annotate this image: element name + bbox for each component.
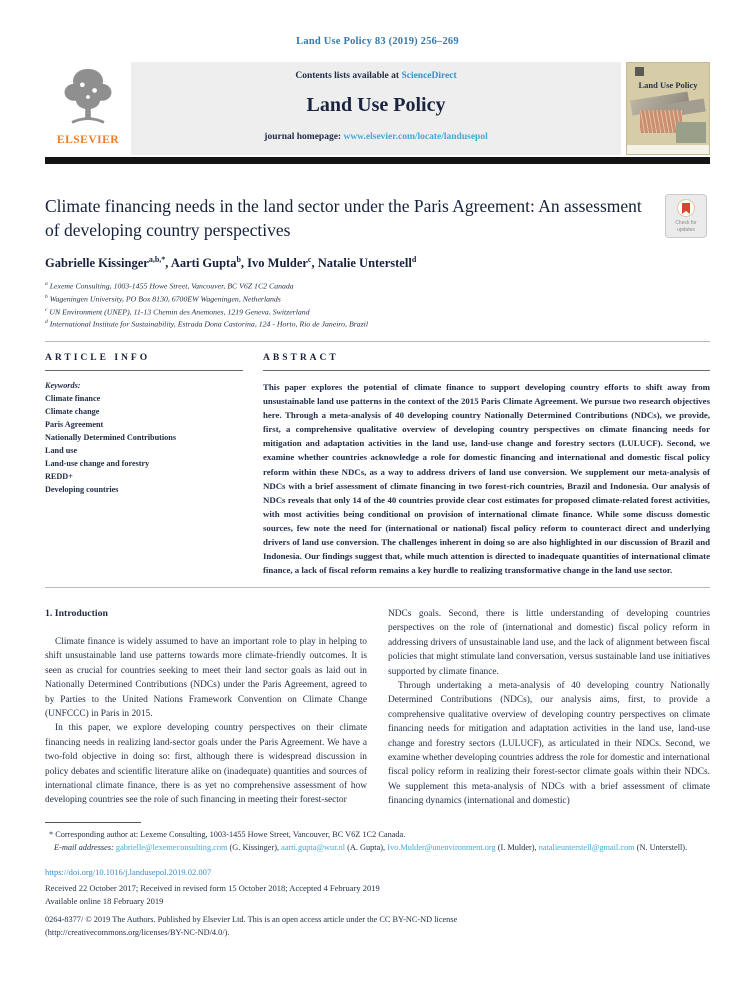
body-column-left xyxy=(45,607,367,808)
footnote-block xyxy=(45,822,710,855)
badge-label: Check for updates xyxy=(675,220,697,233)
keyword-item: Paris Agreement xyxy=(45,419,104,429)
abstract-text: This paper explores the potential of climate finance to support developing country efforts to shift away from unsustainable land use patterns in the context of the 2015 Paris Climate Agreement. We pursue two research objectives here. Through a meta-analysis of 40 developing country Nationally Determined Contributions (NDCs), we provide, first, a comprehensive qualitative overview of developing country perspectives on climate financing needs for mitigation and adaptation activities in the land use, land-use change and forestry sectors (LULUCF). Second, we examine whether countries acknowledge a role for domestic financing and international and domestic fiscal policy reform within these NDCs, as a way to address drivers of land use conversion. We supplement our meta-analysis of NDCs with a brief assessment of climate financing in two forest-rich countries, Brazil and Indonesia. Our analysis of NDCs reveals that only 14 of the 40 countries provide clear cost estimates for proposed climate-related forest activities, with most activities being conditional on provision of international climate finance. While some discuss domestic sources, few note the need for (international or national) fiscal policy reform to counteract direct and underlying drivers of land use conversion. The challenges inherent in doing so are also highlighted in our discussion of Brazil and Indonesia. Our findings suggest that, while much attention is directed to inadequate quantities of international climate finance, a lack of fiscal reform remains a key hurdle to realizing transformative change in the land use sector. xyxy=(263,382,710,575)
journal-ref: Land Use Policy 83 (2019) 256–269 xyxy=(296,36,459,47)
contents-line xyxy=(131,71,621,81)
article-info-heading: ARTICLE INFO xyxy=(45,353,243,371)
email-link[interactable]: aarti.gupta@wur.nl xyxy=(281,843,346,853)
elsevier-tree-icon xyxy=(59,66,117,133)
copyright-line-1: 0264-8377/ © 2019 The Authors. Published by Elsevier Ltd. This is an open access article under the CC BY-NC-ND license xyxy=(45,915,458,925)
article-title: Climate financing needs in the land sector under the Paris Agreement: An assessment of developing country perspectives xyxy=(45,196,642,241)
corresponding-author-note: * Corresponding author at: Lexeme Consulting, 1003-1455 Howe Street, Vancouver, BC V6Z 1C2 Canada. xyxy=(49,830,406,840)
homepage-label: journal homepage: xyxy=(264,132,344,142)
intro-paragraph: Climate finance is widely assumed to have an important role to play in helping to shift unsustainable land use patterns towards more climate-friendly outcomes. It is seen as crucial for countries seeking to meet their land sector goals as laid out in Nationally Determined Contributions (NDCs) under the Paris Agreement, agreed to by Parties to the United Nations Framework Convention on Climate Change (UNFCCC) in Paris in 2015. xyxy=(45,636,367,719)
email-attribution: (A. Gupta), xyxy=(345,843,388,853)
bookmark-icon xyxy=(677,199,695,217)
email-link[interactable]: gabrielle@lexemeconsulting.com xyxy=(115,843,228,853)
affiliation: $^a$ Lexeme Consulting, 1003-1455 Howe Street, Vancouver, BC V6Z 1C2 Canada xyxy=(45,281,294,292)
homepage-line xyxy=(131,132,621,142)
author: Natalie Unterstell$^d$ xyxy=(317,255,417,271)
authors-line xyxy=(45,255,710,271)
journal-cover-thumbnail xyxy=(626,62,710,155)
copyright-line-2: (http://creativecommons.org/licenses/BY-NC-ND/4.0/). xyxy=(45,927,230,937)
keyword-item: Nationally Determined Contributions xyxy=(45,432,176,442)
sciencedirect-link[interactable]: ScienceDirect xyxy=(401,71,457,81)
keyword-item: REDD+ xyxy=(45,471,73,481)
footnote-rule xyxy=(45,822,141,823)
cover-landscape-photo xyxy=(676,122,706,143)
affiliation: $^d$ International Institute for Sustainability, Estrada Dona Castorina, 124 - Horto, Rio de Janeiro, Brazil xyxy=(45,319,369,330)
homepage-url-link[interactable]: www.elsevier.com/locate/landusepol xyxy=(343,132,488,142)
keywords-label: Keywords: xyxy=(45,381,81,391)
email-addresses xyxy=(45,842,710,855)
keyword-item: Land use xyxy=(45,445,78,455)
doi-link[interactable]: https://doi.org/10.1016/j.landusepol.2019.02.007 xyxy=(45,867,212,878)
footer-block xyxy=(45,866,710,939)
body-column-right xyxy=(388,607,710,808)
abstract-heading: ABSTRACT xyxy=(263,353,710,371)
article-info-column xyxy=(45,353,243,577)
email-link[interactable]: Ivo.Mulder@unenvironment.org xyxy=(387,843,496,853)
cover-footer-strip xyxy=(627,145,709,154)
keyword-item: Climate change xyxy=(45,407,100,417)
section-divider xyxy=(45,587,710,588)
intro-paragraph: Through undertaking a meta-analysis of 40 developing country Nationally Determined Contributions (NDCs), our analysis aims, first, to provide a comprehensive qualitative overview of developing country perspectives on climate financing needs for mitigation and adaptation activities in the land use, land-use change and forestry sectors (LULUCF), as articulated in their NDCs. Second, we examine whether developing countries address the role for domestic and international fiscal policy reform in realizing their forest-sector climate goals within their NDCs. We supplement this meta-analysis of NDCs with a brief assessment of climate financing dynamics (international and domestic) xyxy=(388,680,710,807)
journal-header xyxy=(45,62,710,155)
received-line: Received 22 October 2017; Received in revised form 15 October 2018; Accepted 4 February 2019 xyxy=(45,882,380,893)
header-divider xyxy=(45,157,710,164)
journal-banner xyxy=(131,62,621,155)
author: Aarti Gupta$^b$, xyxy=(170,255,248,271)
cover-logo-mark xyxy=(635,67,644,76)
intro-paragraph: In this paper, we explore developing country perspectives on their climate financing needs in realizing land-sector goals under the Paris Agreement. We have a two-fold objective in doing so: first, although there is widespread discussion in policy debates and scientific literature alike on (inadequate) quantities and sources of international climate finance, there is as yet no comprehensive assessment of how developing countries see the role of such financing in meeting their forest-sector xyxy=(45,723,367,806)
elsevier-logo xyxy=(45,62,131,155)
keywords-list xyxy=(45,380,243,497)
cover-title: Land Use Policy xyxy=(638,80,698,90)
intro-heading: 1. Introduction xyxy=(45,608,108,619)
email-label: E-mail addresses: xyxy=(54,843,116,853)
author: Ivo Mulder$^c$, xyxy=(247,255,318,271)
email-link[interactable]: natalieunterstell@gmail.com xyxy=(538,843,635,853)
intro-paragraph: NDCs goals. Second, there is little understanding of developing countries perspectives on the role of (international and domestic) fiscal policy reform in addressing drivers of unsustainable land use, and the lack of alignment between fiscal policies that might stimulate land conversation, versus sustainable land use initiatives supported by climate finance. xyxy=(388,609,710,677)
contents-text: Contents lists available at xyxy=(295,71,402,81)
section-divider xyxy=(45,341,710,342)
journal-title: Land Use Policy xyxy=(306,94,446,116)
affiliations xyxy=(45,280,710,331)
keyword-item: Land-use change and forestry xyxy=(45,458,150,468)
affiliation: $^c$ UN Environment (UNEP), 11-13 Chemin des Anemones, 1219 Geneva, Switzerland xyxy=(45,306,310,317)
available-online-line: Available online 18 February 2019 xyxy=(45,895,164,906)
email-attribution: (G. Kissinger), xyxy=(227,843,282,853)
author: Gabrielle Kissinger$^{a,b,*}$, xyxy=(45,255,171,271)
email-attribution: (I. Mulder), xyxy=(495,843,539,853)
abstract-column xyxy=(263,353,710,577)
elsevier-wordmark: ELSEVIER xyxy=(56,134,120,146)
email-attribution: (N. Unterstell). xyxy=(634,843,688,853)
affiliation: $^b$ Wageningen University, PO Box 8130, 6700EW Wageningen, Netherlands xyxy=(45,294,281,304)
keyword-item: Climate finance xyxy=(45,394,101,404)
check-for-updates-badge[interactable] xyxy=(665,194,707,238)
keyword-item: Developing countries xyxy=(45,484,119,494)
